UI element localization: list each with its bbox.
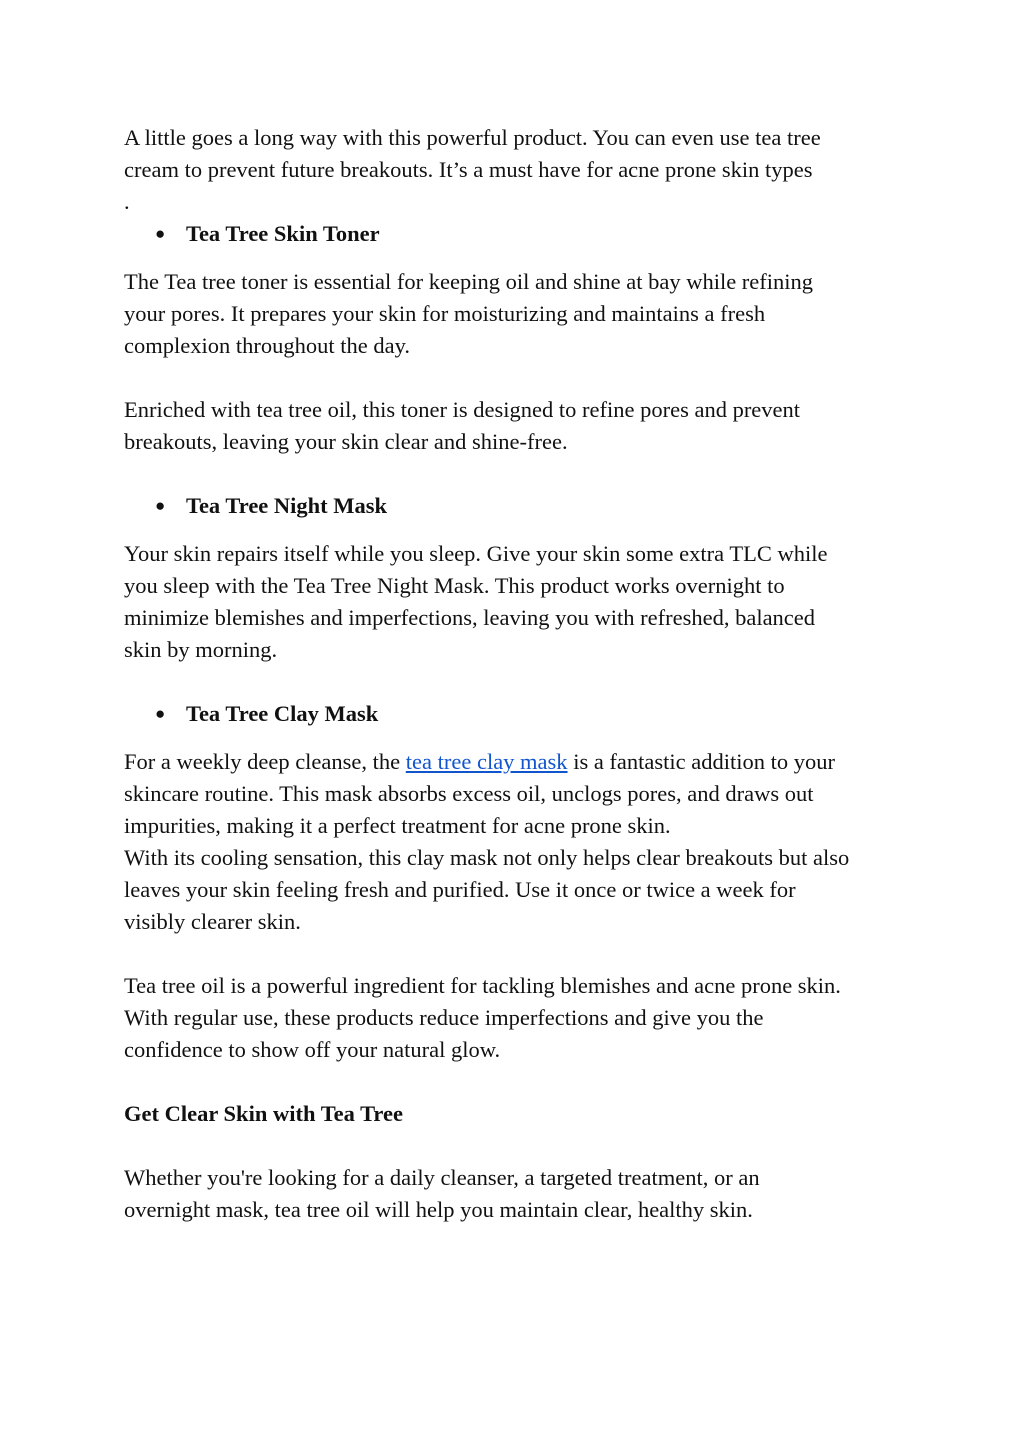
- text-line: Your skin repairs itself while you sleep. Give your skin some extra TLC while: [124, 541, 828, 566]
- text-line: your pores. It prepares your skin for moisturizing and maintains a fresh: [124, 301, 766, 326]
- text-line: breakouts, leaving your skin clear and shine-free.: [124, 429, 568, 454]
- text-line: complexion throughout the day.: [124, 333, 410, 358]
- toner-paragraph-2: [124, 394, 914, 458]
- text-line: overnight mask, tea tree oil will help you maintain clear, healthy skin.: [124, 1197, 753, 1222]
- closing-paragraph: [124, 1162, 914, 1226]
- text-line: impurities, making it a perfect treatment for acne prone skin.: [124, 813, 671, 838]
- intro-paragraph: [124, 122, 914, 218]
- text-line: minimize blemishes and imperfections, leaving you with refreshed, balanced: [124, 605, 816, 630]
- bullet-dot-icon: ●: [155, 496, 166, 515]
- section-title-night-mask: Tea Tree Night Mask: [186, 493, 388, 518]
- document-page: [124, 122, 914, 1226]
- toner-paragraph-1: [124, 266, 914, 362]
- section-title-clay-mask: Tea Tree Clay Mask: [186, 701, 379, 726]
- closing-heading: Get Clear Skin with Tea Tree: [124, 1101, 403, 1126]
- intro-line: cream to prevent future breakouts. It’s a must have for acne prone skin types: [124, 157, 813, 182]
- text-fragment: is a fantastic addition to your: [567, 749, 836, 774]
- text-line: visibly clearer skin.: [124, 909, 301, 934]
- text-line: leaves your skin feeling fresh and purified. Use it once or twice a week for: [124, 877, 796, 902]
- text-line: you sleep with the Tea Tree Night Mask. This product works overnight to: [124, 573, 785, 598]
- bullet-item-night-mask: [155, 490, 914, 522]
- text-fragment: For a weekly deep cleanse, the: [124, 749, 406, 774]
- text-line: Whether you're looking for a daily cleanser, a targeted treatment, or an: [124, 1165, 760, 1190]
- bullet-dot-icon: ●: [155, 224, 166, 243]
- text-line: The Tea tree toner is essential for keeping oil and shine at bay while refining: [124, 269, 814, 294]
- intro-line: .: [124, 189, 130, 214]
- intro-line: A little goes a long way with this powerful product. You can even use tea tree: [124, 125, 821, 150]
- text-line: skin by morning.: [124, 637, 278, 662]
- night-mask-paragraph: [124, 538, 914, 666]
- clay-mask-paragraph-1: [124, 746, 914, 938]
- text-line: confidence to show off your natural glow.: [124, 1037, 501, 1062]
- clay-mask-paragraph-2: [124, 970, 914, 1066]
- text-line: skincare routine. This mask absorbs excess oil, unclogs pores, and draws out: [124, 781, 814, 806]
- bullet-item-clay-mask: [155, 698, 914, 730]
- bullet-dot-icon: ●: [155, 704, 166, 723]
- bullet-item-toner: [155, 218, 914, 250]
- text-line: Enriched with tea tree oil, this toner is designed to refine pores and prevent: [124, 397, 801, 422]
- text-line: With regular use, these products reduce imperfections and give you the: [124, 1005, 764, 1030]
- tea-tree-clay-mask-link[interactable]: tea tree clay mask: [405, 749, 568, 774]
- text-line: With its cooling sensation, this clay mask not only helps clear breakouts but also: [124, 845, 850, 870]
- text-line: Tea tree oil is a powerful ingredient for tackling blemishes and acne prone skin.: [124, 973, 841, 998]
- section-title-toner: Tea Tree Skin Toner: [186, 221, 380, 246]
